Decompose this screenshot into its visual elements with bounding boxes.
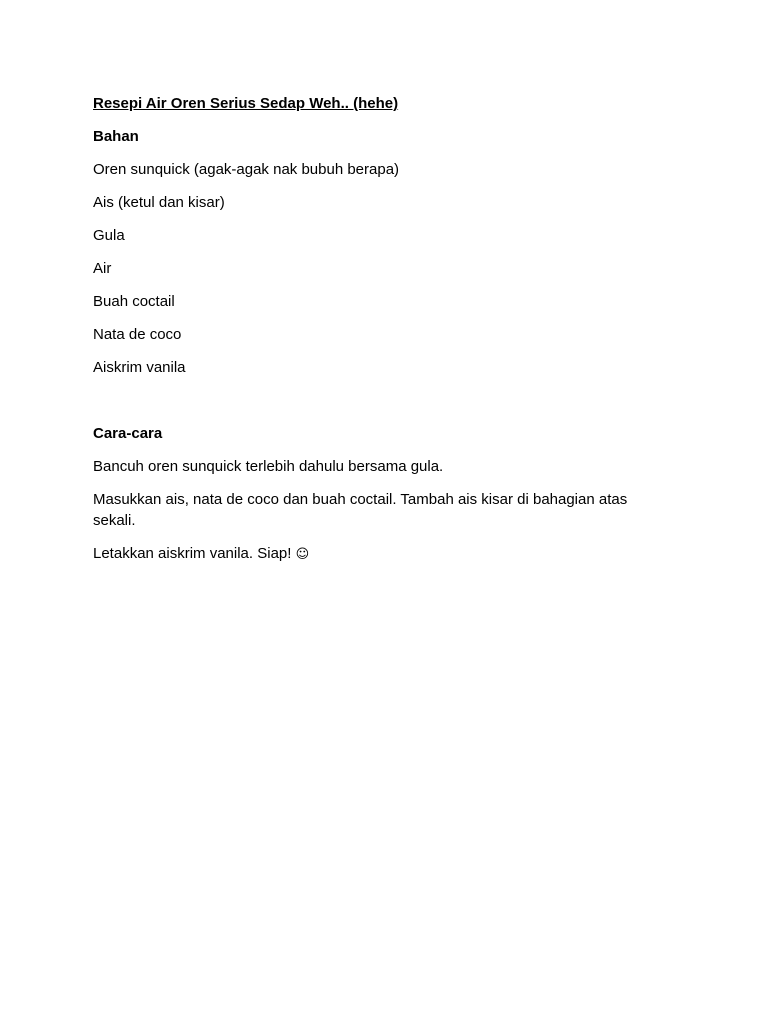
ingredient-item: Buah coctail: [93, 293, 175, 310]
ingredients-heading: Bahan: [93, 128, 139, 145]
recipe-title: Resepi Air Oren Serius Sedap Weh.. (hehe): [93, 95, 399, 112]
ingredient-item: Ais (ketul dan kisar): [93, 194, 225, 211]
ingredient-item: Nata de coco: [93, 326, 182, 343]
ingredient-item: Gula: [93, 227, 125, 244]
step-item: Masukkan ais, nata de coco dan buah coctail. Tambah ais kisar di bahagian atas sekali.: [93, 491, 628, 529]
step-text: Letakkan aiskrim vanila. Siap!: [93, 545, 292, 562]
ingredient-item: Aiskrim vanila: [93, 359, 186, 376]
steps-heading: Cara-cara: [93, 425, 163, 442]
step-item-final: [93, 543, 663, 565]
section-spacer: [93, 390, 663, 423]
ingredient-item: Air: [93, 260, 112, 277]
smiley-icon: ☺: [295, 547, 310, 562]
document-content: [93, 93, 663, 577]
step-item: Bancuh oren sunquick terlebih dahulu bersama gula.: [93, 458, 444, 475]
ingredient-item: Oren sunquick (agak-agak nak bubuh berapa): [93, 161, 400, 178]
